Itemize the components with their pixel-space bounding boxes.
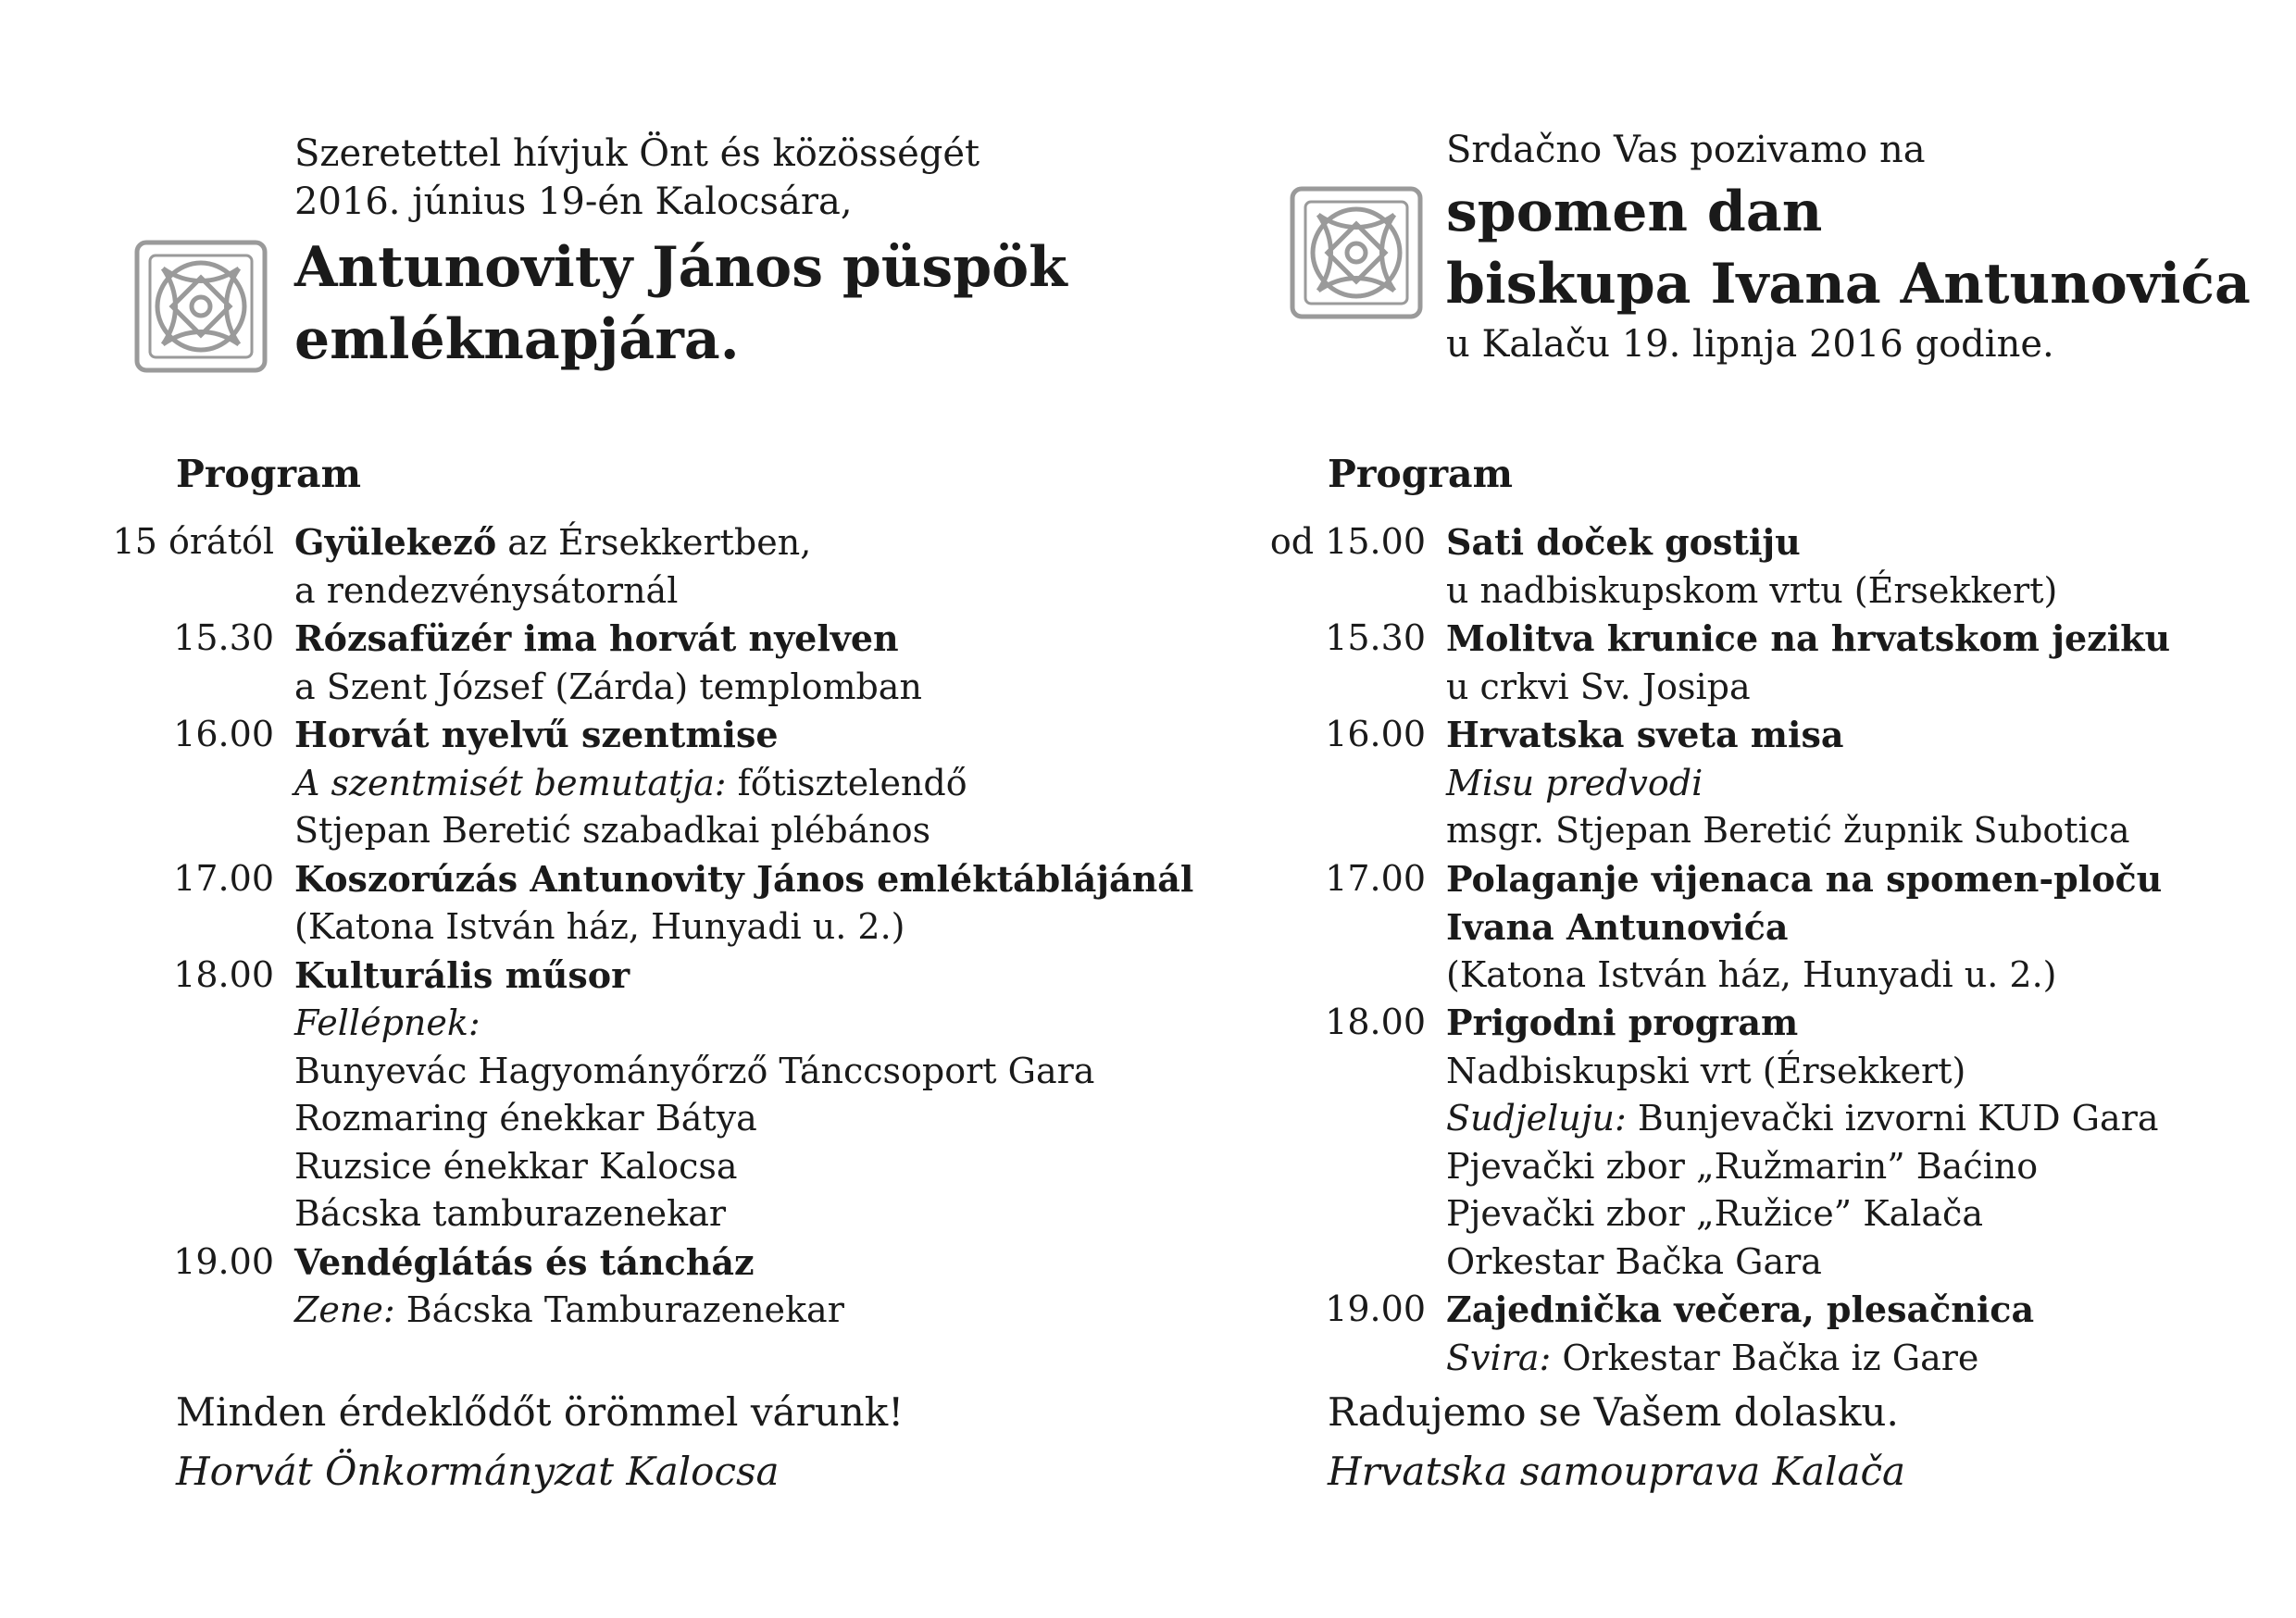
schedule-detail	[294, 1143, 1193, 1191]
schedule-title: Kulturális műsor	[294, 953, 630, 996]
schedule-detail-text: Rozmaring énekkar Bátya	[294, 1098, 757, 1139]
schedule-title: Prigodni program	[1446, 1002, 1799, 1043]
intro-line-1: Szeretettel hívjuk Önt és közösségét	[294, 132, 980, 175]
schedule-title: Horvát nyelvű szentmise	[294, 714, 779, 755]
schedule-title: Hrvatska sveta misa	[1446, 714, 1844, 755]
schedule-time: 19.00	[173, 1240, 274, 1282]
schedule-item	[173, 855, 1194, 952]
schedule-item	[173, 952, 1193, 1238]
schedule-detail-text: u nadbiskupskom vrtu (Érsekkert)	[1446, 569, 2058, 611]
schedule-detail	[294, 903, 1193, 952]
schedule-title-continued: Ivana Antunovića	[1446, 906, 1789, 948]
schedule-detail	[1446, 952, 2170, 1000]
schedule-detail-text: Bácska Tamburazenekar	[394, 1289, 844, 1330]
program-heading: Program	[176, 452, 361, 496]
schedule-time: 15 órától	[112, 521, 274, 562]
schedule-detail-text: (Katona István ház, Hunyadi u. 2.)	[294, 906, 905, 947]
schedule-detail	[294, 664, 1193, 712]
schedule-item	[1325, 615, 2171, 711]
schedule-list	[1269, 518, 2171, 1382]
schedule-detail-text: a Szent József (Zárda) templomban	[294, 666, 922, 707]
schedule-detail-text: Pjevački zbor „Ružice” Kalača	[1446, 1193, 1983, 1234]
event-title-line-2: emléknapjára.	[294, 307, 740, 372]
schedule-item	[1325, 999, 2170, 1286]
schedule-time: 15.30	[173, 617, 274, 658]
schedule-detail	[1446, 1143, 2170, 1191]
schedule-title: Sati doček gostiju	[1446, 521, 1801, 563]
schedule-title: Molitva krunice na hrvatskom jeziku	[1446, 617, 2171, 659]
schedule-detail	[294, 1000, 1193, 1048]
schedule-detail-label: Misu predvodi	[1446, 762, 1703, 803]
schedule-time: 19.00	[1325, 1288, 1426, 1329]
signature: Hrvatska samouprava Kalača	[1328, 1449, 1906, 1494]
schedule-title: Zajednička večera, plesačnica	[1446, 1288, 2035, 1330]
schedule-detail-label: Sudjeluju:	[1446, 1098, 1627, 1139]
schedule-title-line	[294, 711, 1193, 760]
schedule-detail	[294, 1190, 1193, 1238]
closing-block	[176, 1383, 904, 1501]
schedule-detail	[1446, 1190, 2170, 1238]
celtic-knot-ornament-icon	[1287, 183, 1426, 322]
schedule-title-line	[1446, 518, 2170, 567]
invitation-croatian	[1148, 0, 2296, 1618]
event-title-line-2: biskupa Ivana Antunovića	[1446, 252, 2251, 317]
schedule-title-line	[294, 855, 1193, 904]
schedule-item	[1325, 1286, 2170, 1382]
closing-line: Radujemo se Vašem dolasku.	[1328, 1389, 1899, 1435]
intro-block	[1446, 126, 2251, 368]
schedule-time: 16.00	[1325, 714, 1426, 754]
schedule-title-line	[1446, 855, 2170, 904]
schedule-detail-text: Bácska tamburazenekar	[294, 1193, 727, 1234]
schedule-detail	[1446, 1335, 2170, 1383]
schedule-item	[173, 615, 1193, 711]
schedule-item	[1269, 518, 2170, 615]
schedule-detail	[294, 1287, 1193, 1335]
schedule-time: 15.30	[1325, 617, 1426, 658]
schedule-time: 17.00	[1325, 857, 1426, 899]
schedule-detail	[294, 807, 1193, 855]
schedule-detail-text: Orkestar Bačka Gara	[1446, 1240, 1822, 1282]
signature: Horvát Önkormányzat Kalocsa	[176, 1449, 780, 1494]
schedule-detail-text: a rendezvénysátornál	[294, 569, 679, 611]
schedule-item	[1325, 855, 2170, 1000]
schedule-detail-label: A szentmisét bemutatja:	[294, 762, 727, 803]
schedule-time: 16.00	[173, 714, 274, 754]
intro-line-2: 2016. június 19-én Kalocsára,	[294, 180, 853, 223]
schedule-time: 18.00	[1325, 1002, 1426, 1042]
closing-block	[1328, 1383, 1905, 1501]
intro-line-1: Srdačno Vas pozivamo na	[1446, 129, 1926, 171]
schedule-time: od 15.00	[1269, 521, 1426, 562]
schedule-detail	[294, 1095, 1193, 1143]
closing-line: Minden érdeklődőt örömmel várunk!	[176, 1389, 905, 1435]
schedule-title-line	[294, 952, 1193, 1001]
schedule-detail	[1446, 1095, 2170, 1143]
event-title-line-1: Antunovity János püspök	[294, 235, 1067, 300]
schedule-title-line	[294, 1238, 1193, 1288]
schedule-time: 17.00	[173, 857, 274, 899]
intro-line-2: u Kalaču 19. lipnja 2016 godine.	[1446, 323, 2054, 366]
schedule-detail-label: Zene:	[294, 1289, 395, 1330]
event-title-line-1: spomen dan	[1446, 180, 1823, 244]
schedule-time: 18.00	[173, 953, 274, 995]
schedule-title-line	[1446, 999, 2170, 1048]
schedule-detail-label: Fellépnek:	[294, 1002, 480, 1043]
schedule-detail	[1446, 664, 2170, 712]
schedule-detail-text: Bunjevački izvorni KUD Gara	[1626, 1098, 2159, 1139]
schedule-detail-text: Ruzsice énekkar Kalocsa	[294, 1145, 738, 1187]
celtic-knot-ornament-icon	[131, 237, 270, 376]
schedule-detail	[294, 760, 1193, 808]
schedule-detail-text: főtisztelendő	[726, 762, 967, 803]
schedule-title: Koszorúzás Antunovity János emléktáblájánál	[294, 857, 1194, 900]
schedule-detail-text: Stjepan Beretić szabadkai plébános	[294, 810, 931, 851]
schedule-title: Rózsafüzér ima horvát nyelven	[294, 617, 899, 659]
schedule-item	[173, 1238, 1193, 1335]
schedule-item	[112, 518, 1193, 615]
schedule-title: Vendéglátás és táncház	[294, 1240, 755, 1283]
schedule-title: Gyülekező	[294, 521, 497, 563]
schedule-list	[112, 518, 1194, 1335]
schedule-detail-text: Pjevački zbor „Ružmarin” Baćino	[1446, 1145, 2039, 1187]
schedule-title-line	[1446, 711, 2170, 760]
schedule-detail	[1446, 807, 2170, 855]
schedule-detail-text: Bunyevác Hagyományőrző Tánccsoport Gara	[294, 1050, 1095, 1091]
schedule-title-rest: az Érsekkertben,	[496, 522, 812, 563]
schedule-title-line	[1446, 615, 2170, 664]
schedule-item	[173, 711, 1193, 855]
schedule-title-line	[294, 518, 1193, 567]
program-heading: Program	[1328, 452, 1513, 496]
schedule-title: Polaganje vijenaca na spomen-ploču	[1446, 857, 2163, 900]
schedule-detail-text: (Katona István ház, Hunyadi u. 2.)	[1446, 953, 2057, 995]
schedule-detail-text: msgr. Stjepan Beretić župnik Subotica	[1446, 810, 2130, 851]
schedule-detail-label: Svira:	[1446, 1337, 1552, 1378]
schedule-title-line	[1446, 1286, 2170, 1335]
schedule-detail	[1446, 567, 2170, 616]
schedule-detail	[294, 1048, 1193, 1096]
schedule-detail-text: Nadbiskupski vrt (Érsekkert)	[1446, 1050, 1966, 1091]
schedule-detail	[294, 567, 1193, 616]
schedule-detail	[1446, 760, 2170, 808]
intro-block	[294, 130, 1067, 376]
schedule-detail-text: Orkestar Bačka iz Gare	[1551, 1337, 1979, 1378]
schedule-title-line	[294, 615, 1193, 664]
schedule-detail	[1446, 1238, 2170, 1287]
schedule-detail	[1446, 1048, 2170, 1096]
schedule-detail-text: u crkvi Sv. Josipa	[1446, 666, 1751, 707]
schedule-item	[1325, 711, 2170, 855]
